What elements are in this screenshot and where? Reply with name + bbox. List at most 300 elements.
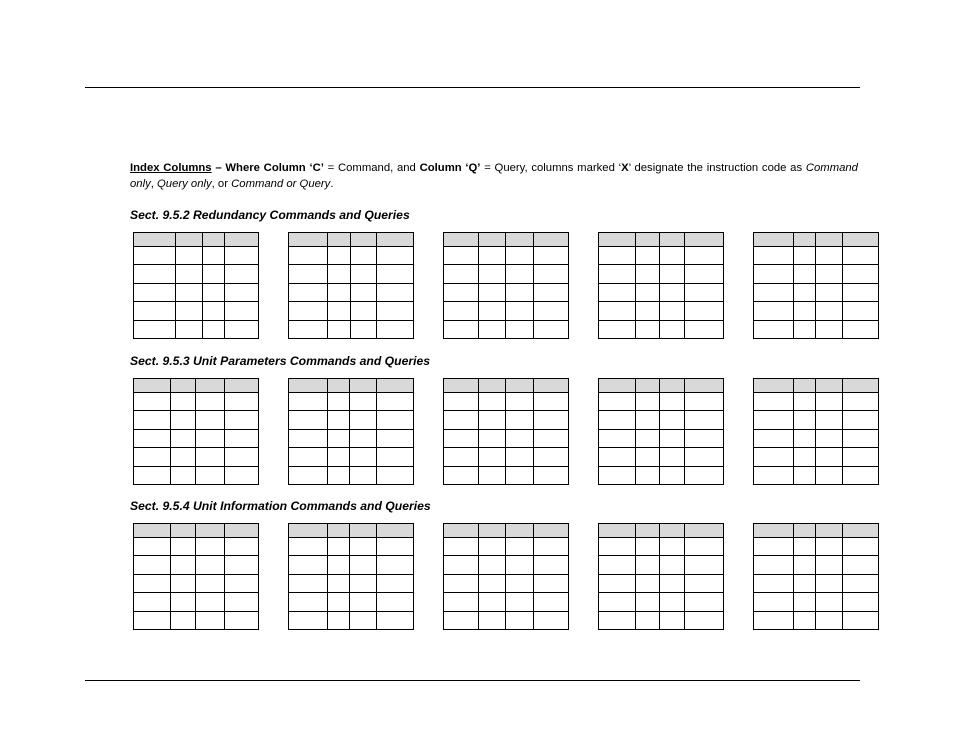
table-row <box>134 448 259 466</box>
header-cell <box>350 524 377 538</box>
header-cell <box>534 524 569 538</box>
table-cell <box>534 429 569 447</box>
table-cell <box>350 393 377 411</box>
table-cell <box>171 593 196 611</box>
table-cell <box>816 448 843 466</box>
table-cell <box>176 247 203 265</box>
header-cell <box>289 524 328 538</box>
table-cell <box>444 611 479 629</box>
table-cell <box>506 265 534 283</box>
table-cell <box>328 429 350 447</box>
designate-text: ’ designate the instruction code as <box>628 162 806 174</box>
table-cell <box>660 611 685 629</box>
header-cell <box>479 233 506 247</box>
table-cell <box>444 283 479 301</box>
table-row <box>754 574 879 592</box>
table-cell <box>289 320 328 338</box>
header-cell <box>660 524 685 538</box>
header-cell <box>599 379 636 393</box>
table-cell <box>203 320 225 338</box>
table-cell <box>660 574 685 592</box>
table-cell <box>534 393 569 411</box>
header-cell <box>843 233 879 247</box>
index-table <box>443 232 569 339</box>
table-cell <box>479 611 506 629</box>
table-header-row <box>134 379 259 393</box>
comma-text: , <box>150 178 158 190</box>
table-cell <box>171 556 196 574</box>
table-cell <box>328 538 350 556</box>
table-cell <box>843 574 879 592</box>
header-cell <box>225 233 259 247</box>
table-row <box>599 593 724 611</box>
table-cell <box>843 247 879 265</box>
header-cell <box>479 379 506 393</box>
table-row <box>444 302 569 320</box>
table-row <box>599 265 724 283</box>
header-cell <box>794 524 816 538</box>
table-cell <box>599 448 636 466</box>
table-cell <box>134 411 171 429</box>
table-header-row <box>134 233 259 247</box>
table-cell <box>350 429 377 447</box>
table-row <box>599 466 724 484</box>
table-cell <box>685 538 724 556</box>
table-cell <box>843 393 879 411</box>
table-cell <box>196 593 225 611</box>
header-rule <box>85 87 860 88</box>
table-cell <box>534 411 569 429</box>
section-title-redundancy: Sect. 9.5.2 Redundancy Commands and Queries <box>130 208 410 222</box>
table-cell <box>794 265 816 283</box>
table-cell <box>134 393 171 411</box>
header-cell <box>534 379 569 393</box>
table-cell <box>754 411 794 429</box>
index-table-row-unit-parameters <box>133 378 878 486</box>
header-cell <box>171 379 196 393</box>
table-header-row <box>444 379 569 393</box>
header-cell <box>685 379 724 393</box>
header-cell <box>660 379 685 393</box>
header-cell <box>225 379 259 393</box>
header-cell <box>754 379 794 393</box>
table-header-row <box>599 233 724 247</box>
table-cell <box>377 429 414 447</box>
table-cell <box>328 320 351 338</box>
table-row <box>134 302 259 320</box>
table-row <box>289 611 414 629</box>
table-cell <box>599 466 636 484</box>
table-cell <box>225 448 259 466</box>
table-cell <box>599 283 636 301</box>
table-cell <box>176 302 203 320</box>
table-cell <box>196 393 225 411</box>
comma-or-text: , or <box>211 178 232 190</box>
header-cell <box>534 233 569 247</box>
table-cell <box>660 265 685 283</box>
table-cell <box>506 574 534 592</box>
table-cell <box>289 574 328 592</box>
table-row <box>754 593 879 611</box>
table-row <box>134 429 259 447</box>
table-cell <box>816 247 843 265</box>
table-cell <box>816 393 843 411</box>
table-cell <box>843 429 879 447</box>
eq-command-text: = Command, and <box>323 162 420 174</box>
table-cell <box>377 265 414 283</box>
table-cell <box>289 448 328 466</box>
table-cell <box>685 320 724 338</box>
table-cell <box>685 393 724 411</box>
table-cell <box>479 593 506 611</box>
table-header-row <box>289 524 414 538</box>
table-cell <box>794 247 816 265</box>
table-cell <box>377 302 414 320</box>
table-cell <box>479 538 506 556</box>
table-cell <box>350 538 377 556</box>
index-table <box>598 232 724 339</box>
table-cell <box>479 556 506 574</box>
table-cell <box>225 466 259 484</box>
table-cell <box>754 265 794 283</box>
table-cell <box>203 265 225 283</box>
header-cell <box>377 379 414 393</box>
table-cell <box>350 611 377 629</box>
table-row <box>444 393 569 411</box>
table-row <box>134 466 259 484</box>
command-only-text: Command only <box>130 162 858 190</box>
table-row <box>289 247 414 265</box>
table-cell <box>534 593 569 611</box>
table-cell <box>685 611 724 629</box>
table-cell <box>134 320 176 338</box>
header-cell <box>754 524 794 538</box>
header-cell <box>636 379 660 393</box>
table-cell <box>444 265 479 283</box>
header-cell <box>636 524 660 538</box>
table-cell <box>377 593 414 611</box>
table-cell <box>794 556 816 574</box>
table-cell <box>599 429 636 447</box>
table-cell <box>225 538 259 556</box>
table-row <box>599 574 724 592</box>
table-row <box>444 265 569 283</box>
table-cell <box>350 466 377 484</box>
table-row <box>444 429 569 447</box>
table-cell <box>225 411 259 429</box>
table-cell <box>196 448 225 466</box>
table-cell <box>685 283 724 301</box>
table-cell <box>328 593 350 611</box>
table-cell <box>636 611 660 629</box>
footer-rule <box>85 680 860 681</box>
table-row <box>134 538 259 556</box>
index-table <box>288 232 414 339</box>
table-cell <box>636 538 660 556</box>
table-row <box>599 247 724 265</box>
table-cell <box>479 429 506 447</box>
table-cell <box>479 466 506 484</box>
table-cell <box>444 247 479 265</box>
table-cell <box>444 574 479 592</box>
table-cell <box>685 448 724 466</box>
header-cell <box>134 524 171 538</box>
table-cell <box>289 393 328 411</box>
table-cell <box>534 265 569 283</box>
table-row <box>289 429 414 447</box>
table-cell <box>289 593 328 611</box>
table-cell <box>506 411 534 429</box>
table-cell <box>599 247 636 265</box>
index-table <box>753 378 879 485</box>
table-header-row <box>289 233 414 247</box>
table-cell <box>506 247 534 265</box>
table-cell <box>328 411 350 429</box>
table-cell <box>843 283 879 301</box>
table-cell <box>479 265 506 283</box>
table-cell <box>444 448 479 466</box>
table-cell <box>289 265 328 283</box>
table-cell <box>816 265 843 283</box>
table-cell <box>754 538 794 556</box>
table-cell <box>479 247 506 265</box>
table-cell <box>660 411 685 429</box>
section-title-unit-parameters: Sect. 9.5.3 Unit Parameters Commands and Queries <box>130 354 431 368</box>
table-cell <box>794 283 816 301</box>
table-header-row <box>134 524 259 538</box>
table-cell <box>636 448 660 466</box>
table-cell <box>660 556 685 574</box>
table-cell <box>534 320 569 338</box>
table-cell <box>444 593 479 611</box>
table-cell <box>203 302 225 320</box>
table-row <box>754 393 879 411</box>
table-cell <box>479 393 506 411</box>
table-cell <box>816 593 843 611</box>
table-row <box>289 538 414 556</box>
table-row <box>754 538 879 556</box>
table-row <box>444 611 569 629</box>
table-cell <box>444 411 479 429</box>
table-cell <box>843 265 879 283</box>
table-cell <box>289 247 328 265</box>
table-cell <box>289 556 328 574</box>
table-cell <box>444 556 479 574</box>
table-cell <box>794 448 816 466</box>
table-cell <box>328 302 351 320</box>
table-cell <box>794 393 816 411</box>
table-cell <box>754 574 794 592</box>
index-table <box>133 232 259 339</box>
table-cell <box>203 247 225 265</box>
table-cell <box>134 283 176 301</box>
table-cell <box>196 556 225 574</box>
table-cell <box>660 429 685 447</box>
table-row <box>444 448 569 466</box>
header-cell <box>843 524 879 538</box>
table-cell <box>289 411 328 429</box>
header-cell <box>506 379 534 393</box>
table-cell <box>350 448 377 466</box>
table-cell <box>685 247 724 265</box>
index-table-row-redundancy <box>133 232 878 340</box>
table-cell <box>328 393 350 411</box>
table-cell <box>171 448 196 466</box>
table-row <box>134 265 259 283</box>
table-cell <box>377 448 414 466</box>
table-cell <box>843 448 879 466</box>
table-cell <box>599 611 636 629</box>
table-cell <box>328 265 351 283</box>
table-cell <box>816 538 843 556</box>
table-cell <box>636 593 660 611</box>
table-row <box>599 448 724 466</box>
header-cell <box>843 379 879 393</box>
table-cell <box>660 448 685 466</box>
table-row <box>599 302 724 320</box>
table-header-row <box>754 233 879 247</box>
index-table-row-unit-information <box>133 523 878 631</box>
table-row <box>134 393 259 411</box>
table-cell <box>289 466 328 484</box>
header-cell <box>685 524 724 538</box>
table-cell <box>794 429 816 447</box>
header-cell <box>289 379 328 393</box>
table-cell <box>225 429 259 447</box>
table-cell <box>225 393 259 411</box>
table-header-row <box>289 379 414 393</box>
header-cell <box>479 524 506 538</box>
table-row <box>754 448 879 466</box>
table-cell <box>377 611 414 629</box>
table-cell <box>843 320 879 338</box>
header-cell <box>599 233 636 247</box>
table-cell <box>351 283 377 301</box>
table-cell <box>134 247 176 265</box>
table-row <box>599 556 724 574</box>
table-cell <box>203 283 225 301</box>
table-cell <box>225 611 259 629</box>
table-cell <box>225 574 259 592</box>
table-cell <box>225 265 259 283</box>
header-cell <box>196 524 225 538</box>
table-row <box>599 429 724 447</box>
table-cell <box>444 466 479 484</box>
table-cell <box>479 320 506 338</box>
table-cell <box>176 283 203 301</box>
table-row <box>289 393 414 411</box>
table-cell <box>794 411 816 429</box>
table-cell <box>225 593 259 611</box>
header-cell <box>377 524 414 538</box>
table-cell <box>534 448 569 466</box>
table-cell <box>225 556 259 574</box>
table-cell <box>506 538 534 556</box>
table-cell <box>444 429 479 447</box>
table-cell <box>377 466 414 484</box>
table-cell <box>377 538 414 556</box>
table-cell <box>843 611 879 629</box>
table-cell <box>377 393 414 411</box>
table-cell <box>506 302 534 320</box>
table-cell <box>506 593 534 611</box>
table-row <box>134 556 259 574</box>
table-cell <box>134 429 171 447</box>
table-row <box>599 283 724 301</box>
table-cell <box>660 393 685 411</box>
table-cell <box>685 574 724 592</box>
header-cell <box>816 524 843 538</box>
header-cell <box>328 524 350 538</box>
table-row <box>289 265 414 283</box>
table-row <box>754 283 879 301</box>
header-cell <box>350 379 377 393</box>
table-cell <box>171 574 196 592</box>
table-cell <box>506 429 534 447</box>
table-cell <box>816 556 843 574</box>
table-row <box>599 611 724 629</box>
index-table <box>443 523 569 630</box>
table-cell <box>289 611 328 629</box>
table-cell <box>506 393 534 411</box>
table-cell <box>754 448 794 466</box>
table-cell <box>225 302 259 320</box>
table-cell <box>816 411 843 429</box>
index-columns-label: Index Columns <box>130 162 212 174</box>
table-cell <box>599 320 636 338</box>
table-row <box>444 247 569 265</box>
table-cell <box>660 320 685 338</box>
table-cell <box>660 593 685 611</box>
table-cell <box>754 302 794 320</box>
header-cell <box>660 233 685 247</box>
table-cell <box>636 302 660 320</box>
table-cell <box>444 320 479 338</box>
table-cell <box>660 247 685 265</box>
table-cell <box>328 448 350 466</box>
table-cell <box>599 265 636 283</box>
table-cell <box>377 283 414 301</box>
section-title-unit-information: Sect. 9.5.4 Unit Information Commands and Queries <box>130 499 431 513</box>
table-cell <box>289 302 328 320</box>
table-cell <box>479 448 506 466</box>
table-cell <box>794 574 816 592</box>
table-cell <box>328 466 350 484</box>
query-only-text: Query only <box>157 178 212 190</box>
table-row <box>289 320 414 338</box>
table-cell <box>534 538 569 556</box>
table-cell <box>134 574 171 592</box>
table-cell <box>350 593 377 611</box>
table-cell <box>816 302 843 320</box>
table-row <box>754 302 879 320</box>
table-cell <box>534 302 569 320</box>
table-row <box>444 411 569 429</box>
header-cell <box>444 233 479 247</box>
table-cell <box>534 574 569 592</box>
index-table <box>288 378 414 485</box>
header-cell <box>328 379 350 393</box>
index-table <box>133 378 259 485</box>
table-cell <box>134 302 176 320</box>
table-cell <box>843 466 879 484</box>
table-cell <box>660 283 685 301</box>
table-cell <box>377 411 414 429</box>
table-cell <box>134 593 171 611</box>
table-cell <box>134 538 171 556</box>
x-mark: X <box>621 162 629 174</box>
table-cell <box>134 556 171 574</box>
